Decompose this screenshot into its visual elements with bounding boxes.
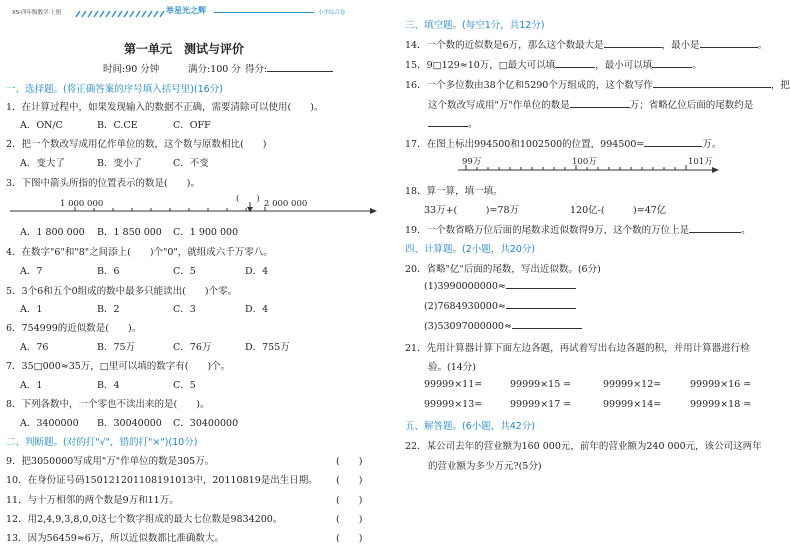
q16-line-1 [405, 77, 790, 91]
q1-option-a: A．ON/C [20, 120, 63, 131]
q9-text: 9．把3050000写成用"万"作单位的数是305万。 [6, 456, 215, 467]
section-3-heading: 三、填空题。(每空1分，共12分) [405, 20, 545, 31]
q19-line [405, 222, 751, 236]
q5-option-b: B．2 [97, 304, 120, 315]
q15-text-b: ，最小可以填 [595, 60, 653, 71]
calc-r1-c2: 99999×15 = [510, 379, 572, 390]
q20-item-2-label: (2)7684930000≈ [424, 301, 506, 312]
q4-option-c: C．5 [173, 266, 196, 277]
q22-text-line-1: 22．某公司去年的营业额为160 000元，前年的营业额为240 000元，该公司这两年 [405, 441, 762, 452]
q22-text-line-2: 的营业额为多少万元?(5分) [428, 461, 542, 472]
q3-label-end: 2 000 000 [264, 199, 308, 209]
page-title: 第一单元 测试与评价 [124, 42, 245, 56]
q10-text: 10．在身份证号码150121201108191013中，20110819是出生日期。 [6, 475, 318, 486]
q7-option-c: C．5 [173, 380, 196, 391]
q14-text-c: 。 [757, 40, 768, 51]
q17-number-line-svg [458, 162, 720, 176]
meta-full: 满分:100 分 [188, 64, 241, 75]
q5-option-a: A．1 [20, 304, 43, 315]
q1-option-c: C．OFF [173, 120, 211, 131]
calc-r2-c3: 99999×14= [603, 399, 662, 410]
meta-score-label: 得分: [245, 64, 268, 75]
q2-text: 2．把一个数改写成用亿作单位的数，这个数与原数相比( ) [6, 139, 267, 150]
calc-r2-c1: 99999×13= [424, 399, 483, 410]
q16-line-3 [428, 116, 478, 130]
score-blank[interactable] [267, 63, 333, 72]
q20-item-3-blank[interactable] [512, 320, 582, 329]
q20-item-3 [424, 320, 582, 332]
q5-text: 5．3个6和五个0组成的数中最多只能读出( )个零。 [6, 286, 238, 297]
q16-text-a: 16．一个多位数由38个亿和5290个万组成的，这个数写作 [405, 80, 653, 91]
q11-text: 11．与十万相邻的两个数是9万和11万。 [6, 495, 179, 506]
q5-option-c: C．3 [173, 304, 196, 315]
q8-option-b: B．30040000 [97, 418, 162, 429]
q20-item-3-label: (3)53097000000≈ [424, 321, 512, 332]
section-1-heading: 一、选择题。(将正确答案的序号填入括号里)(16分) [6, 84, 223, 95]
q19-text-b: 。 [741, 225, 751, 236]
q3-text: 3．下图中箭头所指的位置表示的数是( )。 [6, 178, 200, 189]
q3-option-b: B．1 850 000 [97, 227, 162, 238]
q4-option-a: A．7 [20, 266, 43, 277]
q14-text-b: ，最小是 [661, 40, 700, 51]
calc-r2-c2: 99999×17 = [510, 399, 572, 410]
q7-option-b: B．4 [97, 380, 120, 391]
section-2-heading: 二、判断题。(对的打"√"，错的打"×")(10分) [6, 437, 198, 448]
q6-text: 6．754999的近似数是( )。 [6, 323, 142, 334]
q7-option-a: A．1 [20, 380, 43, 391]
q15-text-a: 15．9□129≈10万，□最大可以填 [405, 60, 556, 71]
q8-option-c: C．30400000 [173, 418, 239, 429]
section-5-heading: 五、解答题。(6小题，共42分) [405, 421, 536, 432]
q2-option-c: C．不变 [173, 158, 209, 169]
q20-item-2-blank[interactable] [506, 300, 576, 309]
q17-line [405, 136, 721, 150]
q17-label-99: 99万 [462, 157, 482, 167]
q17-text-b: 万。 [702, 139, 722, 150]
header-brand: 举星光之辉 [166, 6, 206, 15]
calc-r2-c4: 99999×18 = [690, 399, 752, 410]
q17-blank[interactable] [644, 138, 702, 147]
q18-part-b: 120亿-( )=47亿 [570, 205, 667, 216]
q18-text: 18．算一算，填一填。 [405, 186, 503, 197]
q14-text-a: 14．一个数的近似数是6万，那么这个数最大是 [405, 40, 604, 51]
q6-option-d: D．755万 [245, 342, 290, 353]
header-line [214, 12, 314, 13]
q13-answer-paren[interactable]: ( ) [336, 533, 363, 544]
q2-option-a: A．变大了 [20, 158, 65, 169]
q16-blank-written[interactable] [653, 79, 771, 88]
q16-line-2 [428, 97, 753, 111]
q15-line [405, 57, 702, 71]
q16-blank-approx[interactable] [428, 118, 468, 127]
q14-blank-min[interactable] [700, 39, 758, 48]
q21-text-line-1: 21．先用计算器计算下面左边各题，再试着写出右边各题的积，并用计算器进行检 [405, 343, 750, 354]
q16-text-c: 这个数改写成用"万"作单位的数是 [428, 100, 570, 111]
q10-answer-paren[interactable]: ( ) [336, 475, 363, 486]
q20-item-1 [424, 280, 576, 292]
q5-option-d: D．4 [245, 304, 269, 315]
calc-r1-c4: 99999×16 = [690, 379, 752, 390]
q14-line [405, 37, 767, 51]
q9-answer-paren[interactable]: ( ) [336, 456, 363, 467]
q8-option-a: A．3400000 [20, 418, 79, 429]
calc-r1-c3: 99999×12= [603, 379, 662, 390]
q6-option-a: A．76 [20, 342, 49, 353]
q3-option-c: C．1 900 000 [173, 227, 239, 238]
q1-text: 1．在计算过程中，如果发现输入的数据不正确，需要清除可以使用( )。 [6, 102, 324, 113]
q3-option-a: A．1 800 000 [20, 227, 85, 238]
q11-answer-paren[interactable]: ( ) [336, 495, 363, 506]
q15-blank-max[interactable] [555, 59, 595, 68]
q21-text-line-2: 验。(14分) [428, 362, 477, 373]
q16-blank-wan[interactable] [570, 99, 630, 108]
q3-label-start: 1 000 000 [60, 199, 104, 209]
meta-time: 时间:90 分钟 [103, 64, 160, 75]
q20-item-2 [424, 300, 576, 312]
q20-item-1-label: (1)3990000000≈ [424, 281, 506, 292]
q6-option-c: C．76万 [173, 342, 212, 353]
q4-text: 4．在数字"6"和"8"之间添上( )个"0"，就组成六千万零八。 [6, 247, 273, 258]
q17-text-a: 17．在图上标出994500和1002500的位置，994500= [405, 139, 645, 150]
meta-score [245, 61, 333, 75]
q12-text: 12．用2,4,9,3,8,0,0这七个数字组成的最大七位数是9834200。 [6, 514, 283, 525]
q20-item-1-blank[interactable] [506, 280, 576, 289]
q16-text-e: 。 [468, 119, 478, 130]
q19-text-a: 19．一个数省略万位后面的尾数求近似数得9万，这个数的万位上是 [405, 225, 690, 236]
section-4-heading: 四、计算题。(2小题，共20分) [405, 244, 536, 255]
q18-part-a: 33万+( )=78万 [424, 205, 520, 216]
header-right-text: 小学综合卷 [318, 10, 346, 16]
q3-label-answer: ( ) [236, 194, 260, 204]
q16-text-d: 万；省略亿位后面的尾数约是 [629, 100, 754, 111]
q14-blank-max[interactable] [604, 39, 662, 48]
q2-option-b: B．变小了 [97, 158, 142, 169]
q20-text: 20．省略"亿"后面的尾数，写出近似数。(6分) [405, 264, 601, 275]
calc-r1-c1: 99999×11= [424, 379, 483, 390]
q7-text: 7．35□000≈35万，□里可以填的数字有( )个。 [6, 361, 231, 372]
q1-option-b: B．C.CE [97, 120, 138, 131]
q17-label-100: 100万 [572, 157, 597, 167]
q8-text: 8．下列各数中，一个零也不读出来的是( )。 [6, 399, 210, 410]
q15-text-c: 。 [692, 60, 702, 71]
q13-text: 13．因为56459≈6万，所以近似数都比准确数大。 [6, 533, 224, 544]
header-left-text: XS·四年级数学·上册 [12, 10, 62, 16]
q17-label-101: 101万 [688, 157, 713, 167]
q15-blank-min[interactable] [652, 59, 692, 68]
q12-answer-paren[interactable]: ( ) [336, 514, 363, 525]
q17-number-line [458, 162, 720, 176]
header-stripe-left [76, 9, 166, 15]
q16-text-b: ，把 [770, 80, 790, 91]
q4-option-b: B．6 [97, 266, 120, 277]
q19-blank[interactable] [689, 224, 741, 233]
q6-option-b: B．75万 [97, 342, 136, 353]
q4-option-d: D．4 [245, 266, 269, 277]
